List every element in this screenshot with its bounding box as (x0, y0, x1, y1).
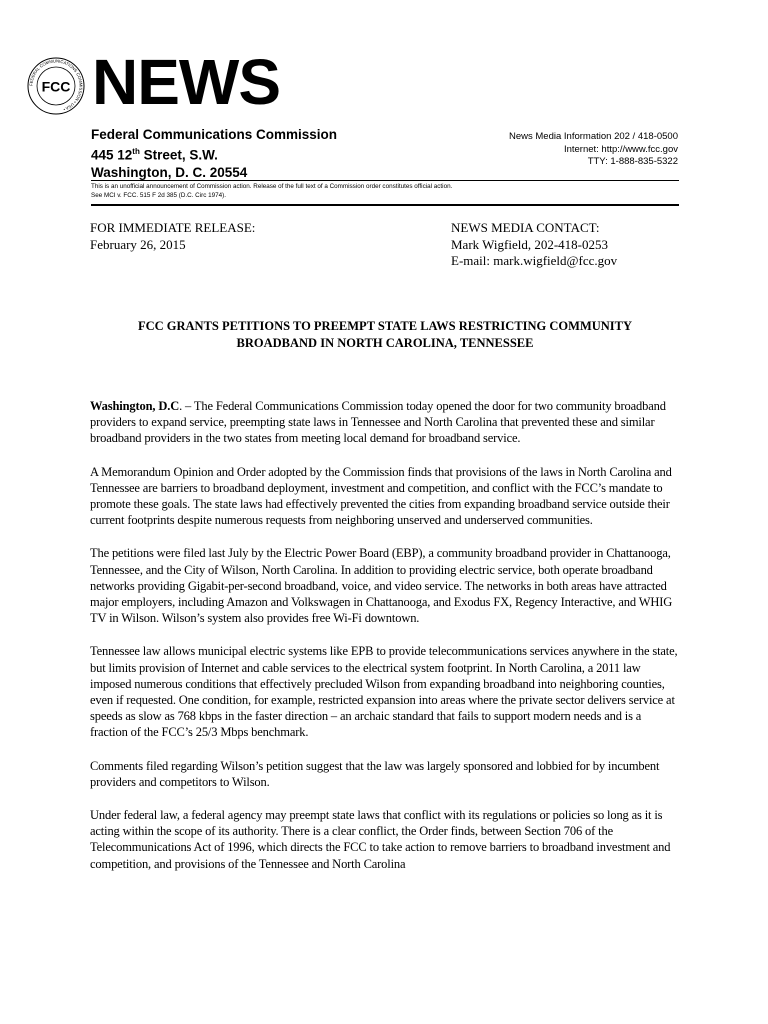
media-contact-email[interactable]: E-mail: mark.wigfield@fcc.gov (451, 253, 618, 268)
release-label: FOR IMMEDIATE RELEASE: (90, 220, 256, 235)
release-date: February 26, 2015 (90, 236, 186, 252)
paragraph-6: Under federal law, a federal agency may preempt state laws that conflict with its regulations or policies so long as it is acting within the scope of its authority. There is a clear conflict, the Order finds, between Section 706 of the Telecommunications Act of 1996, which directs the FCC to take action to remove barriers to broadband investment and competition, and provisions of the Tennessee and North Carolina (90, 808, 671, 871)
dateline: Washington, D.C (90, 399, 180, 413)
agency-city: Washington, D. C. 20554 (91, 164, 248, 180)
headline-line-1: FCC GRANTS PETITIONS TO PREEMPT STATE LAWS RESTRICTING COMMUNITY (137, 319, 633, 333)
internet-link[interactable]: Internet: http://www.fcc.gov (563, 143, 678, 155)
divider-bottom (91, 204, 679, 206)
media-contact (451, 220, 617, 270)
paragraph-3: The petitions were filed last July by the Electric Power Board (EBP), a community broadband provider in Chattanooga, Tennessee, and the City of Wilson, North Carolina. In addition to providing electric service, both operate broadband networks providing Gigabit-per-second broadband, voice, and video service. The networks in both areas have attracted major employers, including Amazon and Volkswagen in Chattanooga, and Exodus FX, Regency Interactive, and WHIG TV in Wilson. Wilson’s system also provides free Wi-Fi downtown. (90, 546, 673, 626)
release-info (90, 220, 255, 253)
disclaimer-line-2: See MCI v. FCC. 515 F 2d 385 (D.C. Circ 1974). (91, 191, 226, 199)
contact-info (509, 131, 678, 169)
paragraph-2: A Memorandum Opinion and Order adopted by the Commission finds that provisions of the laws in North Carolina and Tennessee are barriers to broadband deployment, investment and competition, and conflict with the FCC’s mandate to promote these goals. The state laws had effectively prevented the cities from expanding broadband service outside their current footprints despite numerous requests from neighboring unserved and underserved communities. (90, 464, 672, 528)
tty-number: TTY: 1-888-835-5322 (587, 156, 678, 167)
article-body (90, 398, 680, 889)
fcc-logo-text: FCC (41, 78, 71, 95)
divider-top (91, 180, 679, 181)
agency-name: Federal Communications Commission (91, 127, 338, 142)
media-contact-name: Mark Wigfield, 202-418-0253 (451, 236, 609, 252)
paragraph-5: Comments filed regarding Wilson’s petition suggest that the law was largely sponsored and lobbied for by incumbent providers and competitors to Wilson. (90, 758, 660, 789)
disclaimer-line-1: This is an unofficial announcement of Commission action. Release of the full text of a Commission order constitutes official action. (91, 183, 453, 190)
news-title: NEWS (92, 46, 280, 118)
agency-address (91, 126, 337, 181)
paragraph-1: Washington, D.C. – The Federal Communications Commission today opened the door for two community broadband providers to expand service, preempting state laws in Tennessee and North Carolina that prevented these and similar broadband providers in the two states from meeting local demand for broadband service. (90, 399, 666, 446)
disclaimer (91, 183, 679, 200)
fcc-seal-logo (26, 56, 86, 116)
agency-street: 445 12th Street, S.W. (91, 147, 218, 163)
headline-line-2: BROADBAND IN NORTH CAROLINA, TENNESSEE (236, 335, 534, 350)
seal-ring-text: FEDERAL COMMUNICATIONS COMMISSION • USA • (28, 58, 84, 113)
media-info-phone: News Media Information 202 / 418-0500 (509, 131, 678, 142)
headline (90, 318, 680, 351)
media-contact-label: NEWS MEDIA CONTACT: (451, 220, 600, 235)
paragraph-4: Tennessee law allows municipal electric systems like EPB to provide telecommunications services anywhere in the state, but limits provision of Internet and cable services to the electrical system footprint. In North Carolina, a 2011 law imposed numerous conditions that effectively precluded Wilson from expanding broadband into neighboring counties, even if requested. One condition, for example, restricted expansion into areas where the private sector delivers service at speeds as slow as 768 kbps in the faster direction – an archaic standard that fails to support modern needs and is a fraction of the FCC’s 25/3 Mbps benchmark. (90, 644, 678, 740)
